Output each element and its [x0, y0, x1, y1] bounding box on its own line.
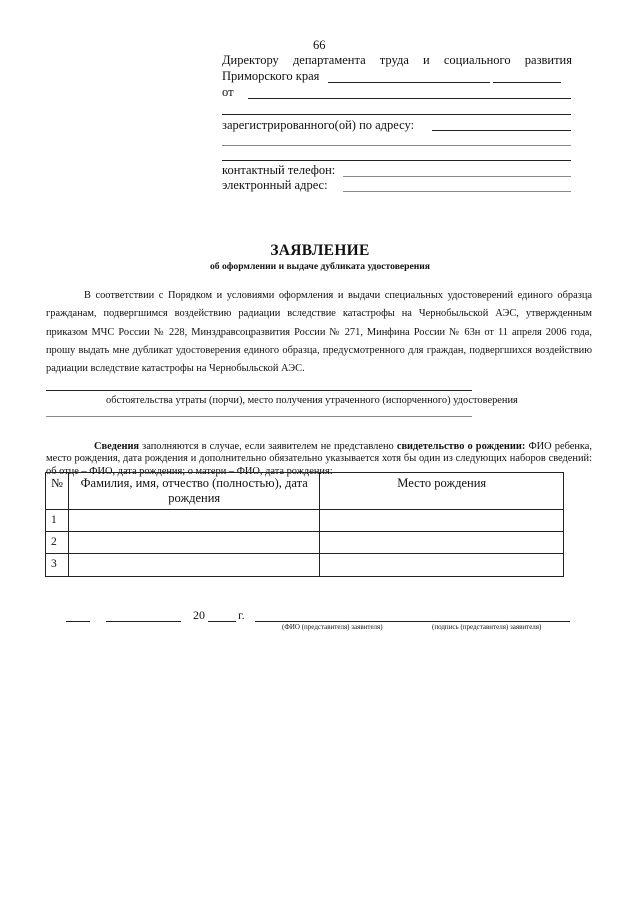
address-field-1[interactable] — [432, 130, 571, 131]
info-text-1: заполняются в случае, если заявителем не представлено — [139, 441, 397, 452]
date-day-field[interactable] — [66, 621, 90, 622]
table-header-row — [46, 473, 564, 510]
date-year-field[interactable] — [208, 621, 236, 622]
from-label: от — [222, 85, 234, 99]
recipient-line-2: Приморского края — [222, 69, 320, 83]
fio-cell[interactable] — [68, 532, 320, 554]
row-number: 2 — [46, 532, 69, 554]
recipient-blank-1[interactable] — [328, 82, 490, 83]
address-field-2[interactable] — [222, 145, 571, 146]
loss-circumstances-caption: обстоятельства утраты (порчи), место получения утраченного (испорченного) удостоверения — [106, 395, 518, 406]
email-field[interactable] — [343, 191, 571, 192]
col-birthplace-header: Место рождения — [320, 473, 564, 510]
address-label: зарегистрированного(ой) по адресу: — [222, 118, 415, 132]
fio-cell[interactable] — [68, 510, 320, 532]
loss-circumstances-field-2[interactable] — [46, 416, 472, 417]
info-text-2: ФИО ребенка, место рождения, дата рождения и дополнительно обязательно указывается хотя бы один из следующих наборов сведений: об отце – ФИО, дата рождения; о матери – ФИО, дата рождения: — [46, 441, 592, 477]
date-month-field[interactable] — [106, 621, 181, 622]
table-row — [46, 532, 564, 554]
document-subtitle: об оформлении и выдаче дубликата удостоверения — [210, 261, 430, 272]
fio-cell[interactable] — [68, 554, 320, 577]
from-name-field[interactable] — [248, 98, 571, 99]
col-fio-header: Фамилия, имя, отчество (полностью), дата рождения — [68, 473, 320, 510]
info-lead: Сведения — [94, 441, 140, 452]
loss-circumstances-field[interactable] — [46, 390, 472, 391]
phone-field[interactable] — [343, 176, 571, 177]
from-extra-line[interactable] — [222, 114, 571, 115]
table-row — [46, 510, 564, 532]
caption-applicant-signature: (подпись (представителя) заявителя) — [432, 623, 542, 631]
phone-label: контактный телефон: — [222, 163, 336, 177]
parents-table — [45, 472, 564, 577]
row-number: 3 — [46, 554, 69, 577]
birthplace-cell[interactable] — [320, 532, 564, 554]
birthplace-cell[interactable] — [320, 554, 564, 577]
year-suffix: г. — [238, 608, 245, 622]
caption-applicant-name: (ФИО (представителя) заявителя) — [282, 623, 383, 631]
recipient-line-1: Директору департамента труда и социального развития — [222, 53, 572, 67]
document-title: ЗАЯВЛЕНИЕ — [270, 242, 370, 259]
year-prefix: 20 — [193, 608, 205, 622]
email-label: электронный адрес: — [222, 178, 328, 192]
request-paragraph: В соответствии с Порядком и условиями оформления и выдачи специальных удостоверений единого образца гражданам, подвергшимся воздействию радиации вследствие катастрофы на Чернобыльской АЭС, утвержденным приказом МЧС России № 228, Минздравсоцразвития России № 271, Минфина России № 63н от 11 апреля 2006 года, прошу выдать мне дубликат удостоверения единого образца, предусмотренного для граждан, подвергшихся воздействию радиации вследствие катастрофы на Чернобыльской АЭС. — [46, 290, 592, 375]
address-field-3[interactable] — [222, 160, 571, 161]
signature-field[interactable] — [255, 621, 570, 622]
table-row — [46, 554, 564, 577]
birthplace-cell[interactable] — [320, 510, 564, 532]
page-number: 66 — [313, 38, 326, 52]
info-birth-certificate: свидетельство о рождении: — [396, 441, 526, 452]
row-number: 1 — [46, 510, 69, 532]
recipient-blank-2[interactable] — [493, 82, 561, 83]
col-number-header: № — [46, 473, 69, 510]
